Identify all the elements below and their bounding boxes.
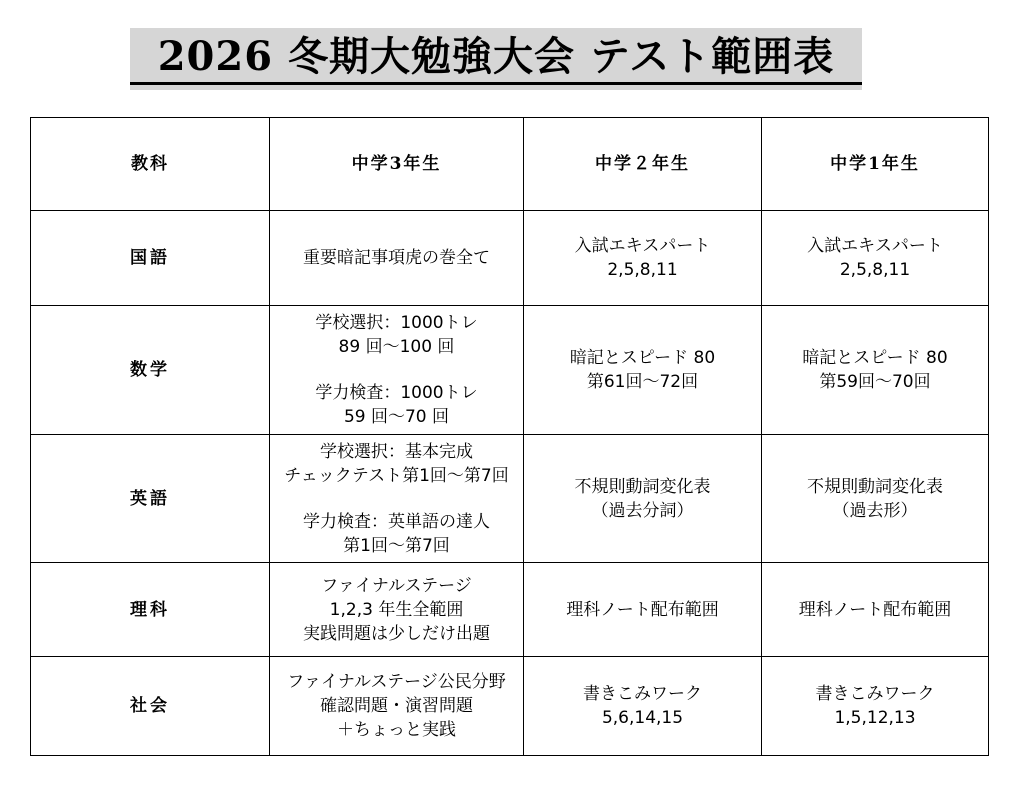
cell-line: 89 回～100 回 (338, 337, 455, 357)
cell-line: 1,2,3 年生全範囲 (329, 599, 464, 620)
cell-grade2-science (524, 563, 762, 657)
subject-science: 理科 (31, 563, 270, 657)
subject-math: 数学 (31, 306, 270, 435)
table-row (31, 657, 989, 756)
cell-line: ファイナルステージ公民分野 (287, 672, 506, 692)
subject-japanese: 国語 (31, 211, 270, 306)
header-subject: 教科 (31, 118, 270, 211)
cell-line: 第1回～第7回 (343, 535, 450, 556)
cell-grade1-japanese (762, 211, 989, 306)
cell-line: 2,5,8,11 (607, 260, 678, 280)
cell-line: 入試エキスパート (574, 236, 711, 256)
table-row (31, 435, 989, 563)
cell-line: 確認問題・演習問題 (320, 696, 473, 716)
cell-line: 学校選択：基本完成 (320, 441, 473, 462)
cell-grade1-math (762, 306, 989, 435)
cell-line: 書きこみワーク (815, 684, 935, 704)
cell-line: 理科ノート配布範囲 (798, 599, 952, 620)
cell-line: 学力検査：1000トレ (315, 383, 478, 403)
header-row (31, 118, 989, 211)
cell-line: （過去分詞） (591, 500, 694, 521)
header-grade1: 中学1年生 (762, 118, 989, 211)
cell-line: 学力検査：英単語の達人 (303, 511, 490, 532)
cell-grade3-math (270, 306, 524, 435)
table-row (31, 211, 989, 306)
cell-line: ＋ちょっと実践 (337, 720, 456, 740)
test-range-table (30, 117, 989, 756)
cell-grade2-japanese (524, 211, 762, 306)
cell-line: （過去形） (832, 500, 918, 521)
cell-line: 不規則動詞変化表 (807, 476, 943, 497)
cell-line: 第59回～70回 (819, 372, 931, 392)
cell-line: 2,5,8,11 (839, 260, 911, 280)
table-row (31, 306, 989, 435)
cell-grade2-social (524, 657, 762, 756)
cell-line: 第61回～72回 (586, 372, 699, 392)
cell-grade1-science (762, 563, 989, 657)
cell-line: 実践問題は少しだけ出題 (303, 623, 490, 644)
cell-line: 不規則動詞変化表 (574, 476, 711, 497)
cell-grade1-social (762, 657, 989, 756)
cell-grade1-english (762, 435, 989, 563)
cell-line: 5,6,14,15 (601, 708, 684, 728)
cell-line: 理科ノート配布範囲 (566, 599, 719, 620)
title-banner (130, 28, 862, 90)
cell-grade3-science (270, 563, 524, 657)
table-row (31, 563, 989, 657)
subject-social: 社会 (31, 657, 270, 756)
subject-english: 英語 (31, 435, 270, 563)
cell-grade3-social (270, 657, 524, 756)
cell-line: 59 回～70 回 (343, 407, 450, 427)
cell-grade2-math (524, 306, 762, 435)
cell-line: 重要暗記事項虎の巻全て (303, 248, 490, 268)
title-underline (130, 82, 862, 85)
cell-grade3-english (270, 435, 524, 563)
cell-line: 書きこみワーク (583, 684, 702, 704)
header-grade3: 中学3年生 (270, 118, 524, 211)
cell-line: 暗記とスピード 80 (569, 348, 716, 368)
cell-line: ファイナルステージ (321, 575, 472, 596)
cell-line: 入試エキスパート (807, 236, 943, 256)
cell-line: 暗記とスピード 80 (802, 348, 948, 368)
cell-grade3-japanese (270, 211, 524, 306)
cell-line: 学校選択：1000トレ (315, 313, 478, 333)
cell-line: チェックテスト第1回～第7回 (284, 465, 509, 486)
page-title: 2026 冬期大勉強大会 テスト範囲表 (157, 33, 835, 80)
header-grade2: 中学２年生 (524, 118, 762, 211)
cell-grade2-english (524, 435, 762, 563)
cell-line: 1,5,12,13 (834, 708, 916, 728)
